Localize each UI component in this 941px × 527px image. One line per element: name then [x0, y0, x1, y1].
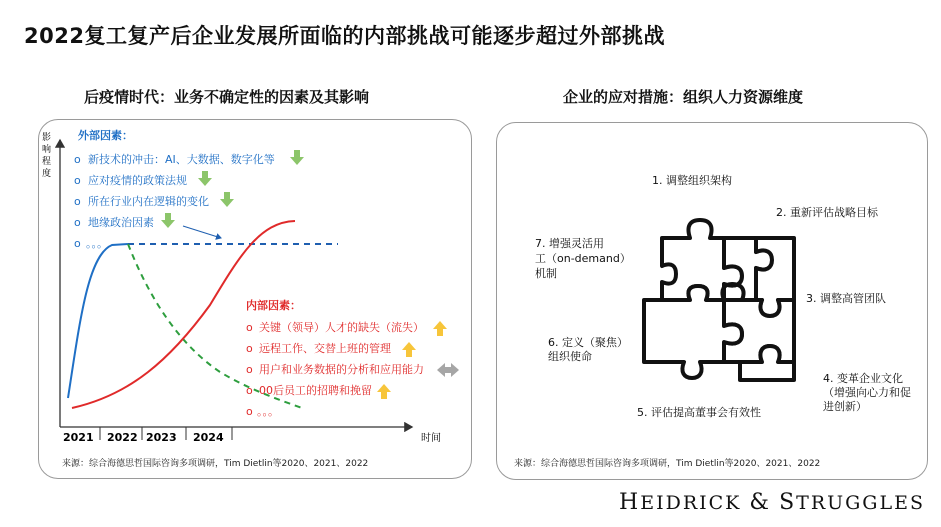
year-2024: 2024: [193, 431, 224, 444]
year-2023: 2023: [146, 431, 177, 444]
down-arrow-icon-3: [220, 192, 234, 207]
external-item-3: 所在行业内在逻辑的变化: [88, 195, 209, 208]
logo-eidrick: EIDRICK: [640, 492, 742, 514]
external-item-1: 新技术的冲击：AI、大数据、数字化等: [88, 153, 275, 166]
measure-1: 1. 调整组织架构: [652, 174, 732, 187]
external-bullet-5: o: [74, 237, 81, 250]
logo-s: S: [779, 490, 797, 515]
measure-4-line-3: 进创新）: [823, 400, 867, 413]
external-bullet-2: o: [74, 174, 81, 187]
measure-6: [548, 336, 628, 364]
measure-5: 5. 评估提高董事会有效性: [637, 406, 761, 419]
internal-bullet-5: o: [246, 405, 253, 418]
y-axis-label-4: 度: [42, 169, 52, 179]
right-source: 来源：综合海德思哲国际咨询多项调研，Tim Dietlin等2020、2021、2022: [514, 459, 821, 469]
y-axis-label-2: 响: [42, 145, 52, 155]
measure-7-line-1: 7. 增强灵活用: [535, 237, 604, 250]
y-axis-label-1: 影: [42, 133, 52, 143]
external-item-4: 地缘政治因素: [88, 216, 154, 229]
external-bullet-4: o: [74, 216, 81, 229]
internal-title: 内部因素：: [246, 299, 301, 312]
down-arrow-icon-4: [161, 213, 175, 228]
down-arrow-icon-1: [290, 150, 304, 165]
measure-7: [535, 236, 631, 281]
year-2021: 2021: [63, 431, 94, 444]
measure-2: 2. 重新评估战略目标: [776, 206, 878, 219]
internal-item-3: 用户和业务数据的分析和应用能力: [259, 363, 424, 376]
up-arrow-icon-2: [402, 342, 416, 357]
external-bullet-3: o: [74, 195, 81, 208]
measure-4: [823, 372, 911, 414]
internal-item-1: 关键（领导）人才的缺失（流失）: [259, 321, 424, 334]
x-axis-label: 时间: [421, 433, 441, 444]
year-2022: 2022: [107, 431, 138, 444]
measure-4-line-2: （增强向心力和促: [823, 386, 911, 399]
left-source: 来源：综合海德思哲国际咨询多项调研，Tim Dietlin等2020、2021、2022: [62, 459, 369, 469]
measure-6-line-1: 6. 定义（聚焦）: [548, 336, 628, 349]
y-axis-label-3: 程: [42, 157, 52, 167]
down-arrow-icon-2: [198, 171, 212, 186]
measure-7-line-2: 工（on-demand）: [535, 252, 631, 265]
internal-item-2: 远程工作、交替上班的管理: [259, 342, 391, 355]
external-item-2: 应对疫情的政策法规: [88, 174, 187, 187]
internal-bullet-3: o: [246, 363, 253, 376]
internal-bullet-4: o: [246, 384, 253, 397]
measure-3: 3. 调整高管团队: [806, 292, 886, 305]
logo-h: H: [619, 490, 641, 515]
double-arrow-icon: [437, 363, 459, 377]
internal-bullet-2: o: [246, 342, 253, 355]
logo-amp: &: [749, 490, 772, 515]
logo-truggles: TRUGGLES: [796, 492, 925, 514]
right-subtitle: 企业的应对措施：组织人力资源维度: [563, 88, 804, 106]
page-title: 2022复工复产后企业发展所面临的内部挑战可能逐步超过外部挑战: [24, 24, 665, 48]
external-item-5: 。。。: [86, 237, 108, 250]
measure-6-line-2: 组织使命: [548, 350, 592, 363]
internal-item-5: 。。。: [257, 405, 279, 418]
external-title: 外部因素：: [78, 129, 133, 142]
internal-bullet-1: o: [246, 321, 253, 334]
pointer-arrow: [183, 226, 221, 238]
up-arrow-icon-1: [433, 321, 447, 336]
internal-item-4: 00后员工的招聘和挽留: [259, 384, 372, 397]
external-bullet-1: o: [74, 153, 81, 166]
measure-4-line-1: 4. 变革企业文化: [823, 372, 903, 385]
measure-7-line-3: 机制: [535, 267, 557, 280]
heidrick-struggles-logo: [619, 490, 925, 515]
up-arrow-icon-3: [377, 384, 391, 399]
external-curve: [68, 244, 128, 398]
left-subtitle: 后疫情时代：业务不确定性的因素及其影响: [84, 88, 370, 106]
